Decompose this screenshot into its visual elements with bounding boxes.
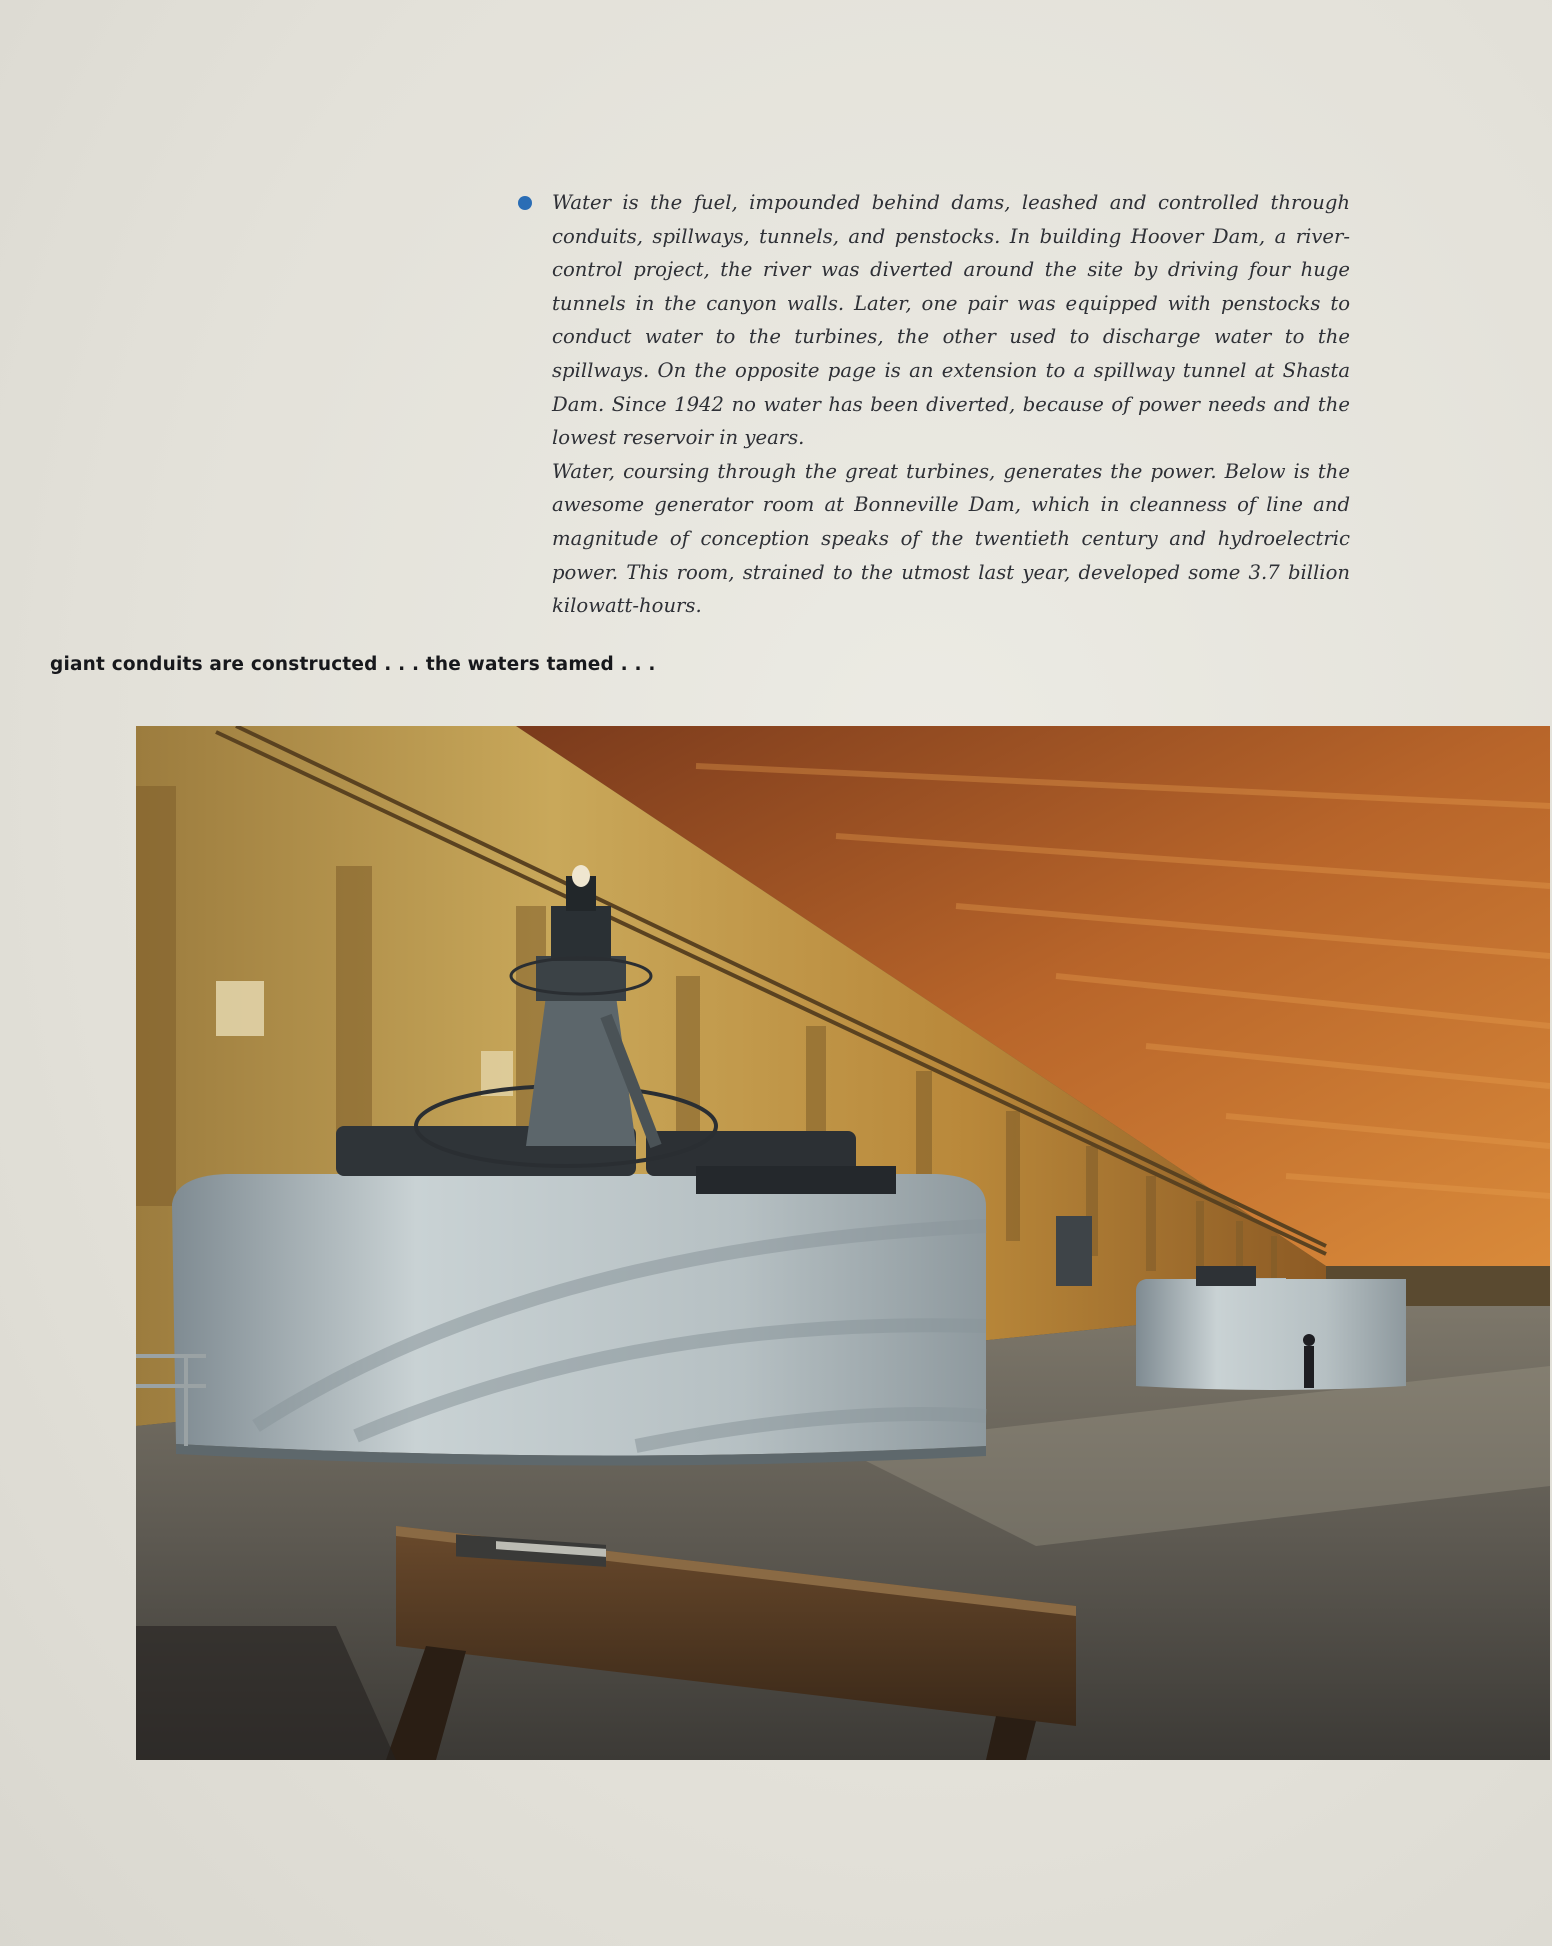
blue-bullet-icon (518, 196, 532, 210)
generator-room-photo (136, 726, 1550, 1760)
photo-caption: giant conduits are constructed . . . the waters tamed . . . (50, 654, 656, 675)
article-text (552, 186, 1350, 623)
article-paragraph-2: Water, coursing through the great turbines, generates the power. Below is the awesome generator room at Bonneville Dam, which in cleanness of line and magnitude of conception speaks of the twentieth century and hydroelectric power. This room, strained to the utmost last year, developed some 3.7 billion kilowatt-hours. (552, 459, 1350, 618)
article-paragraph-1: Water is the fuel, impounded behind dams, leashed and controlled through conduits, spillways, tunnels, and penstocks. In building Hoover Dam, a river-control project, the river was diverted around the site by driving four huge tunnels in the canyon walls. Later, one pair was equipped with penstocks to conduct water to the turbines, the other used to discharge water to the spillways. On the opposite page is an extension to a spillway tunnel at Shasta Dam. Since 1942 no water has been diverted, because of power needs and the lowest reservoir in years. (552, 191, 1350, 450)
